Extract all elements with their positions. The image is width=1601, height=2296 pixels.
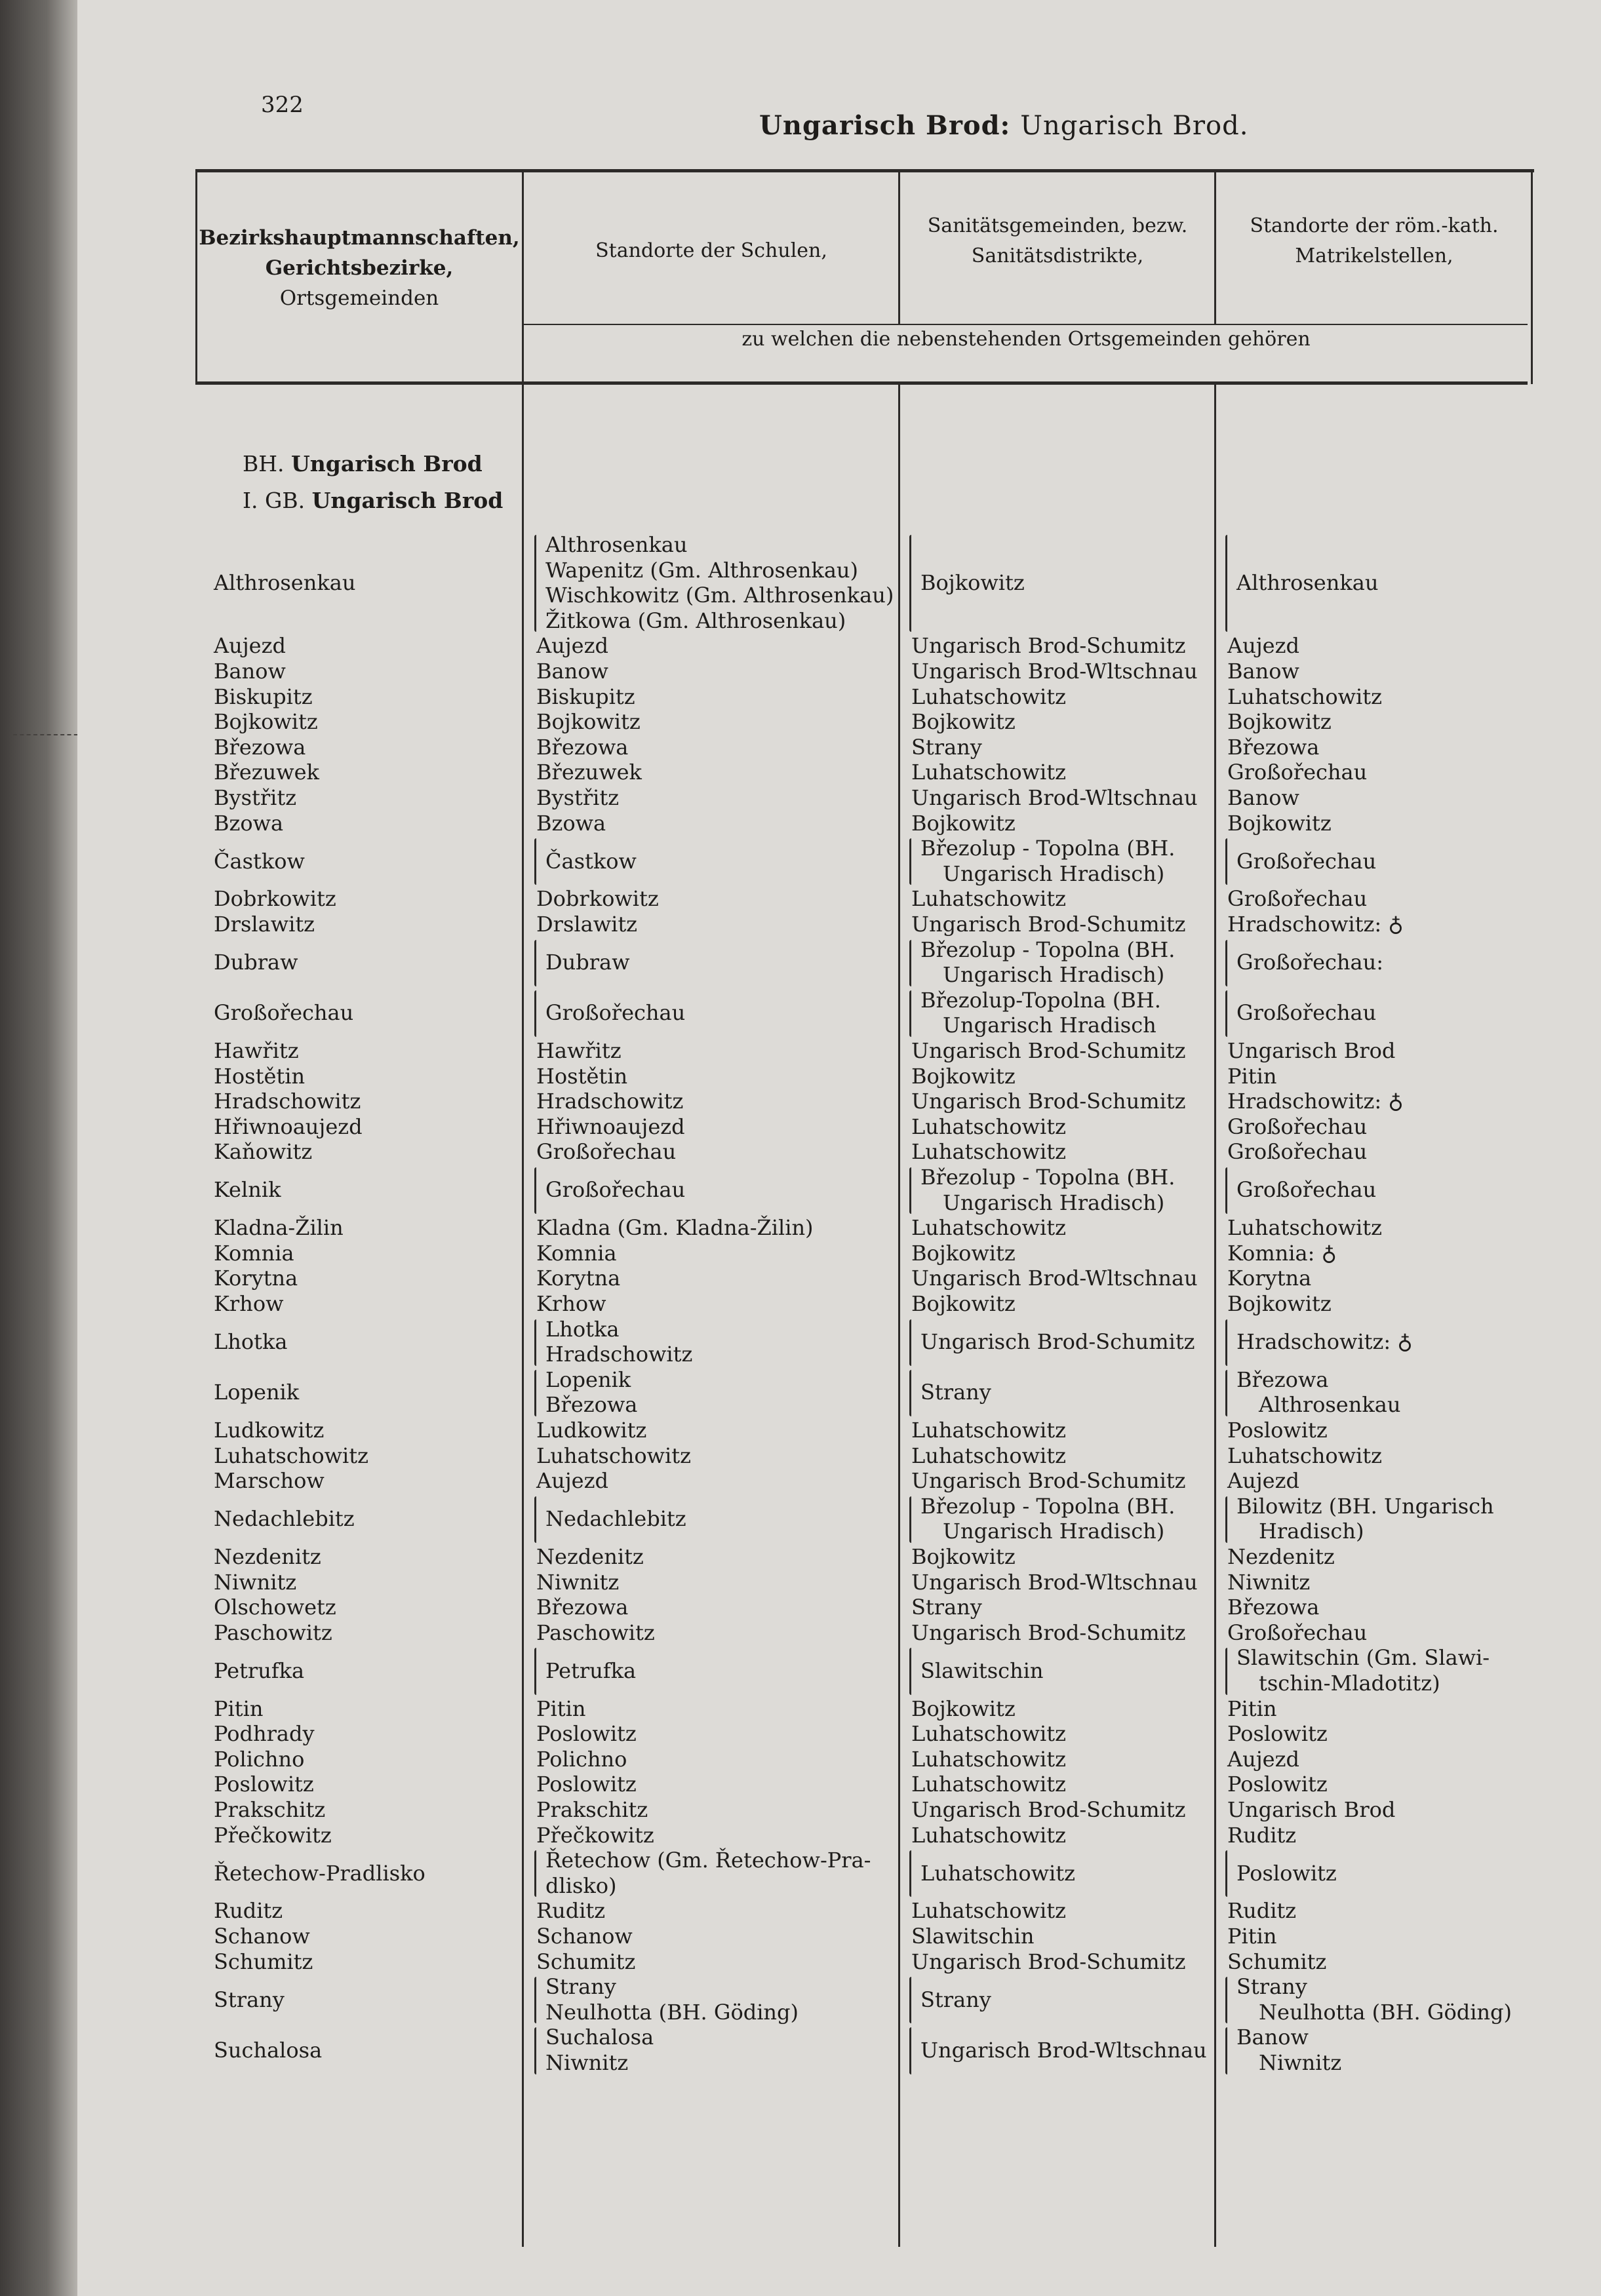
section-bh-name: Ungarisch Brod — [291, 451, 483, 477]
school-cell: Březowa — [536, 734, 629, 760]
school-cell: Aujezd — [536, 633, 608, 659]
school-cell: Hradschowitz — [536, 1089, 684, 1114]
parish-cell: Großořechau — [1236, 1177, 1377, 1203]
sanitary-district-cell: Luhatschowitz — [911, 1772, 1066, 1797]
community-cell: Kaňowitz — [214, 1139, 313, 1165]
sanitary-district-brace — [903, 535, 917, 632]
col-divider-3-body — [1214, 384, 1216, 2247]
parish-brace — [1219, 1319, 1233, 1366]
school-brace — [528, 1977, 542, 2023]
school-cell: Komnia — [536, 1240, 617, 1266]
community-cell: Přečkowitz — [214, 1822, 332, 1848]
sanitary-district-cell: Bojkowitz — [911, 1696, 1016, 1721]
school-cell: Hawřitz — [536, 1038, 622, 1063]
parish-cell: Poslowitz — [1227, 1772, 1328, 1797]
parish-cell: Luhatschowitz — [1227, 1215, 1382, 1241]
school-cell: Strany — [545, 1974, 616, 2000]
community-cell: Dubraw — [214, 949, 298, 975]
parish-cell: Korytna — [1227, 1266, 1312, 1291]
school-cell: Aujezd — [536, 1468, 608, 1494]
school-cell: Prakschitz — [536, 1797, 648, 1822]
parish-brace — [1219, 1496, 1233, 1543]
sanitary-district-cell: Ungarisch Brod-Wltschnau — [911, 1569, 1198, 1595]
sanitary-district-cell: Strany — [911, 1595, 982, 1620]
sanitary-district-cell: Slawitschin — [911, 1924, 1035, 1949]
parish-cell: Poslowitz — [1227, 1418, 1328, 1443]
parish-cell: tschin-Mladotitz) — [1259, 1671, 1440, 1696]
community-cell: Korytna — [214, 1266, 298, 1291]
school-cell: dlisko) — [545, 1873, 617, 1898]
community-cell: Banow — [214, 659, 286, 684]
school-cell: Großořechau — [545, 1000, 686, 1026]
school-brace — [528, 940, 542, 986]
school-cell: Přečkowitz — [536, 1822, 654, 1848]
sanitary-district-brace — [903, 1370, 917, 1416]
header-col3-line1: Sanitätsgemeinden, bezw. — [927, 214, 1188, 237]
community-cell: Komnia — [214, 1240, 294, 1266]
header-col1-line3: Ortsgemeinden — [279, 286, 439, 310]
parish-cell: Althrosenkau — [1236, 570, 1379, 595]
sanitary-district-cell: Bojkowitz — [911, 810, 1016, 836]
sanitary-district-cell: Ungarisch Hradisch) — [943, 1190, 1165, 1215]
parish-brace — [1219, 1850, 1233, 1897]
community-cell: Althrosenkau — [214, 570, 356, 595]
school-cell: Nedachlebitz — [545, 1506, 686, 1532]
community-cell: Prakschitz — [214, 1797, 326, 1822]
section-heading — [243, 446, 503, 519]
school-cell: Bojkowitz — [536, 709, 641, 735]
school-cell: Suchalosa — [545, 2025, 654, 2050]
sanitary-district-cell: Luhatschowitz — [911, 1822, 1066, 1848]
sanitary-district-cell: Ungarisch Brod-Wltschnau — [920, 2037, 1207, 2063]
header-span-note: zu welchen die nebenstehenden Ortsgemeinden gehören — [741, 328, 1311, 351]
school-cell: Hřiwnoaujezd — [536, 1114, 685, 1139]
sanitary-district-cell: Luhatschowitz — [911, 1721, 1066, 1747]
parish-cell: Schumitz — [1227, 1949, 1327, 1974]
sanitary-district-brace — [903, 1648, 917, 1694]
community-cell: Ludkowitz — [214, 1418, 325, 1443]
community-cell: Lopenik — [214, 1380, 300, 1405]
school-cell: Petrufka — [545, 1658, 637, 1683]
parish-cell: Hradisch) — [1259, 1519, 1364, 1544]
parish-cell: Aujezd — [1227, 633, 1299, 659]
parish-cell: Banow — [1236, 2025, 1309, 2050]
sanitary-district-cell: Ungarisch Hradisch) — [943, 861, 1165, 886]
community-cell: Olschowetz — [214, 1595, 336, 1620]
community-cell: Dobrkowitz — [214, 886, 336, 912]
school-cell: Hradschowitz — [545, 1342, 693, 1367]
sanitary-district-cell: Ungarisch Brod-Schumitz — [911, 1620, 1186, 1645]
community-cell: Schanow — [214, 1924, 310, 1949]
school-cell: Paschowitz — [536, 1620, 655, 1645]
school-cell: Neulhotta (BH. Göding) — [545, 1999, 799, 2025]
header-col4 — [1217, 211, 1532, 271]
book-binding-shadow — [0, 0, 85, 2296]
sanitary-district-brace — [903, 990, 917, 1037]
school-cell: Schanow — [536, 1924, 633, 1949]
school-cell: Niwnitz — [545, 2050, 629, 2075]
sanitary-district-cell: Březolup - Topolna (BH. — [920, 1493, 1176, 1519]
community-cell: Bojkowitz — [214, 709, 318, 735]
community-cell: Petrufka — [214, 1658, 305, 1683]
parish-cell: Hradschowitz: ♁ — [1227, 912, 1404, 937]
sanitary-district-cell: Luhatschowitz — [920, 1860, 1075, 1886]
sanitary-district-cell: Březolup - Topolna (BH. — [920, 836, 1176, 861]
school-cell: Polichno — [536, 1746, 627, 1772]
sanitary-district-cell: Luhatschowitz — [911, 760, 1066, 785]
sanitary-district-cell: Strany — [911, 734, 982, 760]
community-cell: Drslawitz — [214, 912, 315, 937]
parish-cell: Neulhotta (BH. Göding) — [1259, 1999, 1512, 2025]
parish-cell: Pitin — [1227, 1063, 1277, 1089]
community-cell: Březowa — [214, 734, 306, 760]
school-cell: Großořechau — [536, 1139, 677, 1165]
community-cell: Großořechau — [214, 1000, 354, 1026]
parish-cell: Ungarisch Brod — [1227, 1038, 1396, 1063]
table-right-border — [1531, 169, 1533, 384]
sanitary-district-cell: Ungarisch Brod-Schumitz — [911, 1949, 1186, 1974]
school-cell: Banow — [536, 659, 608, 684]
parish-cell: Luhatschowitz — [1227, 684, 1382, 709]
school-cell: Březowa — [545, 1392, 638, 1418]
school-cell: Lopenik — [545, 1367, 631, 1392]
school-cell: Ruditz — [536, 1898, 606, 1924]
parish-cell: Bojkowitz — [1227, 810, 1332, 836]
school-cell: Drslawitz — [536, 912, 638, 937]
sanitary-district-brace — [903, 2027, 917, 2074]
parish-cell: Ungarisch Brod — [1227, 1797, 1396, 1822]
col-divider-2-body — [898, 384, 900, 2247]
running-head-district: Ungarisch Brod: — [759, 110, 1011, 141]
sanitary-district-cell: Luhatschowitz — [911, 886, 1066, 912]
parish-cell: Großořechau — [1227, 1139, 1368, 1165]
header-col4-line1: Standorte der röm.-kath. — [1250, 214, 1499, 237]
school-brace — [528, 990, 542, 1037]
sanitary-district-cell: Březolup - Topolna (BH. — [920, 1165, 1176, 1190]
sanitary-district-brace — [903, 1496, 917, 1543]
section-gb-name: Ungarisch Brod — [311, 488, 504, 513]
school-cell: Žitkowa (Gm. Althrosenkau) — [545, 608, 846, 633]
school-cell: Březuwek — [536, 760, 642, 785]
col-divider-2 — [898, 169, 900, 325]
header-col3-line2: Sanitätsdistrikte, — [971, 244, 1144, 267]
parish-cell: Hradschowitz: ♁ — [1227, 1089, 1404, 1114]
community-cell: Hawřitz — [214, 1038, 299, 1063]
community-cell: Poslowitz — [214, 1772, 314, 1797]
community-cell: Schumitz — [214, 1949, 313, 1974]
sanitary-district-brace — [903, 1167, 917, 1214]
parish-cell: Strany — [1236, 1974, 1307, 2000]
school-cell: Korytna — [536, 1266, 621, 1291]
header-bottom-rule — [195, 381, 1528, 385]
sanitary-district-brace — [903, 838, 917, 885]
sanitary-district-cell: Luhatschowitz — [911, 1443, 1066, 1468]
parish-brace — [1219, 1648, 1233, 1694]
parish-cell: Poslowitz — [1236, 1860, 1337, 1886]
sanitary-district-cell: Luhatschowitz — [911, 1215, 1066, 1241]
school-cell: Niwnitz — [536, 1569, 620, 1595]
parish-brace — [1219, 990, 1233, 1037]
school-cell: Lhotka — [545, 1316, 620, 1342]
sanitary-district-cell: Ungarisch Brod-Schumitz — [920, 1329, 1195, 1354]
parish-cell: Poslowitz — [1227, 1721, 1328, 1747]
parish-brace — [1219, 535, 1233, 632]
header-col1-line1: Bezirkshauptmannschaften, — [199, 226, 520, 250]
school-brace — [528, 535, 542, 632]
sanitary-district-cell: Strany — [920, 1987, 991, 2012]
parish-cell: Banow — [1227, 785, 1299, 810]
sanitary-district-cell: Ungarisch Brod-Schumitz — [911, 633, 1186, 659]
parish-cell: Březowa — [1227, 1595, 1320, 1620]
parish-brace — [1219, 838, 1233, 885]
parish-cell: Slawitschin (Gm. Slawi- — [1236, 1645, 1490, 1671]
school-brace — [528, 1370, 542, 1416]
school-cell: Wischkowitz (Gm. Althrosenkau) — [545, 583, 894, 608]
sanitary-district-cell: Luhatschowitz — [911, 1114, 1066, 1139]
community-cell: Aujezd — [214, 633, 286, 659]
header-col1 — [197, 223, 522, 313]
sanitary-district-cell: Ungarisch Brod-Schumitz — [911, 1797, 1186, 1822]
parish-cell: Großořechau — [1227, 1620, 1368, 1645]
sanitary-district-cell: Ungarisch Brod-Wltschnau — [911, 785, 1198, 810]
community-cell: Řetechow-Pradlisko — [214, 1860, 425, 1886]
sanitary-district-cell: Ungarisch Brod-Schumitz — [911, 1038, 1186, 1063]
community-cell: Bystřitz — [214, 785, 297, 810]
col-divider-3 — [1214, 169, 1216, 325]
school-cell: Dobrkowitz — [536, 886, 659, 912]
parish-cell: Großořechau — [1227, 1114, 1368, 1139]
school-cell: Řetechow (Gm. Řetechow-Pra- — [545, 1848, 871, 1873]
parish-cell: Nezdenitz — [1227, 1544, 1335, 1569]
header-col4-line2: Matrikelstellen, — [1295, 244, 1453, 267]
community-cell: Lhotka — [214, 1329, 288, 1354]
parish-cell: Pitin — [1227, 1924, 1277, 1949]
sanitary-district-cell: Luhatschowitz — [911, 684, 1066, 709]
community-cell: Luhatschowitz — [214, 1443, 368, 1468]
school-cell: Poslowitz — [536, 1721, 637, 1747]
running-head-court: Ungarisch Brod. — [1020, 111, 1249, 141]
parish-cell: Althrosenkau — [1259, 1392, 1401, 1418]
sanitary-district-cell: Bojkowitz — [911, 1544, 1016, 1569]
community-cell: Kelnik — [214, 1177, 281, 1203]
school-brace — [528, 1850, 542, 1897]
community-cell: Strany — [214, 1987, 285, 2012]
sanitary-district-cell: Březolup - Topolna (BH. — [920, 937, 1176, 962]
school-cell: Hostětin — [536, 1063, 628, 1089]
parish-brace — [1219, 940, 1233, 986]
school-brace — [528, 1496, 542, 1543]
school-cell: Dubraw — [545, 949, 630, 975]
parish-cell: Březowa — [1227, 734, 1320, 760]
school-cell: Ludkowitz — [536, 1418, 647, 1443]
school-cell: Wapenitz (Gm. Althrosenkau) — [545, 557, 858, 583]
parish-cell: Březowa — [1236, 1367, 1329, 1392]
header-col3 — [901, 211, 1214, 271]
community-cell: Častkow — [214, 848, 305, 874]
parish-cell: Luhatschowitz — [1227, 1443, 1382, 1468]
community-cell: Biskupitz — [214, 684, 313, 709]
sanitary-district-cell: Ungarisch Brod-Schumitz — [911, 912, 1186, 937]
school-brace — [528, 1167, 542, 1214]
community-cell: Hřiwnoaujezd — [214, 1114, 363, 1139]
school-brace — [528, 838, 542, 885]
parish-brace — [1219, 1167, 1233, 1214]
school-cell: Kladna (Gm. Kladna-Žilin) — [536, 1215, 814, 1241]
sanitary-district-cell: Ungarisch Brod-Schumitz — [911, 1468, 1186, 1494]
sanitary-district-cell: Ungarisch Brod-Wltschnau — [911, 1266, 1198, 1291]
school-cell: Nezdenitz — [536, 1544, 644, 1569]
sanitary-district-cell: Luhatschowitz — [911, 1139, 1066, 1165]
school-brace — [528, 1648, 542, 1694]
header-col2-text: Standorte der Schulen, — [595, 239, 827, 262]
school-cell: Luhatschowitz — [536, 1443, 691, 1468]
parish-cell: Großořechau — [1227, 886, 1368, 912]
community-cell: Nedachlebitz — [214, 1506, 355, 1532]
community-cell: Nezdenitz — [214, 1544, 321, 1569]
sanitary-district-cell: Bojkowitz — [911, 1240, 1016, 1266]
header-col1-line2: Gerichtsbezirke, — [265, 256, 454, 280]
community-cell: Paschowitz — [214, 1620, 332, 1645]
parish-cell: Aujezd — [1227, 1746, 1299, 1772]
parish-brace — [1219, 2027, 1233, 2074]
sanitary-district-brace — [903, 940, 917, 986]
sanitary-district-cell: Bojkowitz — [911, 1291, 1016, 1316]
sanitary-district-brace — [903, 1850, 917, 1897]
sanitary-district-cell: Luhatschowitz — [911, 1746, 1066, 1772]
section-bh — [243, 446, 503, 482]
sanitary-district-cell: Ungarisch Hradisch — [943, 1013, 1156, 1038]
community-cell: Pitin — [214, 1696, 264, 1721]
sanitary-district-brace — [903, 1319, 917, 1366]
running-head — [759, 110, 1248, 141]
sanitary-district-cell: Strany — [920, 1380, 991, 1405]
community-cell: Podhrady — [214, 1721, 315, 1747]
sanitary-district-cell: Ungarisch Hradisch) — [943, 1519, 1165, 1544]
community-cell: Niwnitz — [214, 1569, 297, 1595]
sanitary-district-cell: Luhatschowitz — [911, 1898, 1066, 1924]
parish-cell: Aujezd — [1227, 1468, 1299, 1494]
section-gb — [243, 482, 503, 519]
section-gb-prefix: I. GB. — [243, 488, 306, 513]
sanitary-district-cell: Březolup-Topolna (BH. — [920, 987, 1161, 1013]
community-cell: Polichno — [214, 1746, 305, 1772]
community-cell: Marschow — [214, 1468, 325, 1494]
school-cell: Pitin — [536, 1696, 586, 1721]
school-brace — [528, 1319, 542, 1366]
sanitary-district-cell: Bojkowitz — [911, 1063, 1016, 1089]
header-col2 — [524, 236, 898, 266]
parish-brace — [1219, 1977, 1233, 2023]
sanitary-district-cell: Slawitschin — [920, 1658, 1044, 1683]
community-cell: Bzowa — [214, 810, 284, 836]
community-cell: Krhow — [214, 1291, 284, 1316]
school-cell: Großořechau — [545, 1177, 686, 1203]
parish-cell: Großořechau — [1236, 848, 1377, 874]
community-cell: Kladna-Žilin — [214, 1215, 344, 1241]
parish-cell: Ruditz — [1227, 1822, 1297, 1848]
page-number: 322 — [261, 92, 304, 118]
parish-cell: Pitin — [1227, 1696, 1277, 1721]
school-cell: Březowa — [536, 1595, 629, 1620]
parish-cell: Niwnitz — [1227, 1569, 1311, 1595]
sanitary-district-cell: Ungarisch Hradisch) — [943, 962, 1165, 988]
school-cell: Krhow — [536, 1291, 606, 1316]
parish-cell: Ruditz — [1227, 1898, 1297, 1924]
parish-brace — [1219, 1370, 1233, 1416]
community-cell: Suchalosa — [214, 2037, 323, 2063]
school-cell: Častkow — [545, 848, 637, 874]
school-cell: Bzowa — [536, 810, 606, 836]
school-cell: Biskupitz — [536, 684, 635, 709]
parish-cell: Großořechau — [1236, 1000, 1377, 1026]
parish-cell: Bojkowitz — [1227, 1291, 1332, 1316]
col-divider-1 — [522, 169, 524, 2247]
community-cell: Ruditz — [214, 1898, 283, 1924]
sanitary-district-cell: Bojkowitz — [911, 709, 1016, 735]
span-note-top-rule — [523, 324, 1528, 325]
sanitary-district-cell: Luhatschowitz — [911, 1418, 1066, 1443]
parish-cell: Komnia: ♁ — [1227, 1240, 1337, 1266]
school-cell: Bystřitz — [536, 785, 620, 810]
school-cell: Poslowitz — [536, 1772, 637, 1797]
school-cell: Althrosenkau — [545, 532, 688, 557]
parish-cell: Bojkowitz — [1227, 709, 1332, 735]
parish-cell: Hradschowitz: ♁ — [1236, 1329, 1413, 1354]
table-top-rule — [195, 169, 1534, 172]
community-cell: Březuwek — [214, 760, 319, 785]
section-bh-prefix: BH. — [243, 451, 285, 477]
sanitary-district-cell: Ungarisch Brod-Schumitz — [911, 1089, 1186, 1114]
parish-cell: Banow — [1227, 659, 1299, 684]
parish-cell: Niwnitz — [1259, 2050, 1342, 2075]
community-cell: Hradschowitz — [214, 1089, 361, 1114]
parish-cell: Großořechau: — [1236, 949, 1383, 975]
school-brace — [528, 2027, 542, 2074]
sanitary-district-cell: Ungarisch Brod-Wltschnau — [911, 659, 1198, 684]
parish-cell: Großořechau — [1227, 760, 1368, 785]
community-cell: Hostětin — [214, 1063, 306, 1089]
parish-cell: Bilowitz (BH. Ungarisch — [1236, 1493, 1494, 1519]
school-cell: Schumitz — [536, 1949, 636, 1974]
sanitary-district-brace — [903, 1977, 917, 2023]
sanitary-district-cell: Bojkowitz — [920, 570, 1025, 595]
